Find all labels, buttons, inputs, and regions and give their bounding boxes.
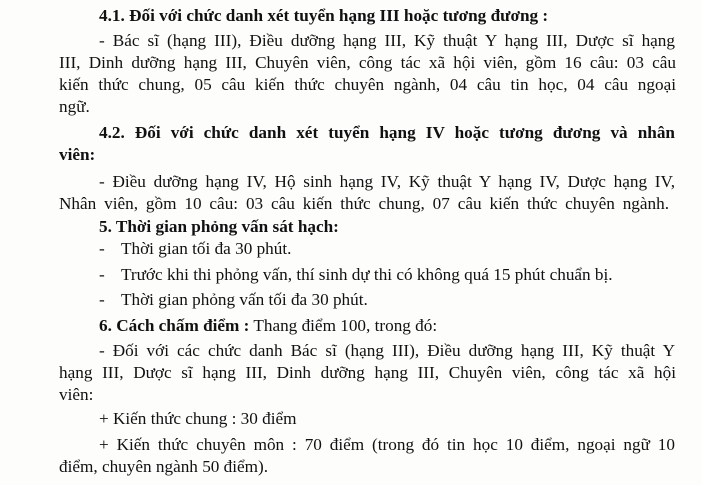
list-item-text: Thời gian phỏng vấn tối đa 30 phút. (121, 290, 368, 309)
score-item: + Kiến thức chuyên môn : 70 điểm (trong đó tin học 10 điểm, ngoại ngữ 10 (99, 435, 675, 454)
heading-4-1: 4.1. Đối với chức danh xét tuyển hạng III hoặc tương đương : (99, 6, 549, 25)
list-bullet: - (99, 239, 105, 258)
paragraph-line: III, Dinh dưỡng hạng III, Chuyên viên, công tác xã hội viên, gồm 16 câu: 03 câu (59, 53, 676, 72)
paragraph-line: kiến thức chung, 05 câu kiến thức chuyên ngành, 04 câu tin học, 04 câu ngoại (59, 75, 676, 94)
list-item-text: Thời gian tối đa 30 phút. (121, 239, 292, 258)
heading-4-2-cont: viên: (59, 145, 96, 164)
list-item (99, 264, 613, 286)
paragraph-line: - Đối với các chức danh Bác sĩ (hạng III), Điều dưỡng hạng III, Kỹ thuật Y (99, 341, 675, 360)
list-item (99, 238, 291, 260)
list-item (99, 289, 368, 311)
list-bullet: - (99, 265, 105, 284)
heading-6-text: Thang điểm 100, trong đó: (249, 316, 438, 335)
list-bullet: - (99, 290, 105, 309)
paragraph-line: Nhân viên, gồm 10 câu: 03 câu kiến thức chung, 07 câu kiến thức chuyên ngành. (59, 194, 669, 213)
heading-6-line (99, 315, 437, 337)
paragraph-line: - Bác sĩ (hạng III), Điều dưỡng hạng III, Kỹ thuật Y hạng III, Dược sĩ hạng (99, 31, 675, 50)
heading-6: 6. Cách chấm điểm : (99, 316, 250, 335)
paragraph-line: hạng III, Dược sĩ hạng III, Dinh dưỡng hạng III, Chuyên viên, công tác xã hội (59, 363, 676, 382)
list-item-text: Trước khi thi phỏng vấn, thí sinh dự thi có không quá 15 phút chuẩn bị. (121, 265, 613, 284)
score-item: + Kiến thức chung : 30 điểm (99, 409, 297, 428)
heading-4-2: 4.2. Đối với chức danh xét tuyển hạng IV hoặc tương đương và nhân (99, 123, 675, 142)
paragraph-line: - Điều dưỡng hạng IV, Hộ sinh hạng IV, Kỹ thuật Y hạng IV, Dược hạng IV, (99, 172, 675, 191)
paragraph-line: điểm, chuyên ngành 50 điểm). (59, 457, 269, 476)
paragraph-line: ngữ. (59, 97, 90, 116)
heading-5: 5. Thời gian phỏng vấn sát hạch: (99, 217, 339, 236)
paragraph-line: viên: (59, 385, 94, 404)
